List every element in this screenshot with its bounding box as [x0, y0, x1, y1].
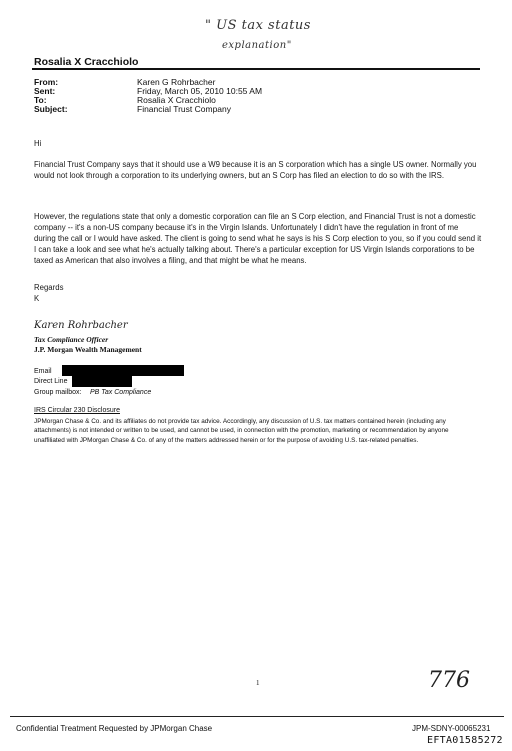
footer-bates-number: JPM-SDNY-00065231 — [412, 724, 491, 733]
disclosure-heading: IRS Circular 230 Disclosure — [34, 407, 120, 414]
email-greeting: Hi — [34, 139, 42, 148]
footer-confidential: Confidential Treatment Requested by JPMorgan Chase — [16, 724, 213, 733]
email-paragraph-1: Financial Trust Company says that it should use a W9 because it is an S corporation which has a single US owner. Normally you would not look through a corporation to its underlying owners, but an S Corp has filed an election to do so with the IRS. — [34, 160, 477, 180]
footer-efta-number: EFTA01585272 — [427, 735, 503, 746]
direct-line-label: Direct Line — [34, 378, 68, 385]
group-mailbox-label: Group mailbox: — [34, 389, 82, 396]
signature-title: Tax Compliance Officer — [34, 335, 109, 344]
email-initial: K — [34, 294, 40, 303]
page-number: 1 — [256, 679, 260, 687]
redaction-bar-email — [62, 365, 184, 376]
signature-name: Karen Rohrbacher — [34, 320, 128, 331]
header-divider — [32, 68, 480, 70]
sent-value: Friday, March 05, 2010 10:55 AM — [137, 86, 263, 96]
handwritten-note-line1: " US tax status — [205, 18, 311, 33]
signature-company: J.P. Morgan Wealth Management — [34, 345, 142, 354]
subject-value: Financial Trust Company — [137, 104, 232, 114]
from-value: Karen G Rohrbacher — [137, 77, 216, 87]
disclosure-text: JPMorgan Chase & Co. and its affiliates do not provide tax advice. Accordingly, any discussion of U.S. tax matters contained herein (including any attachments) is not intended or written to be used, and cannot be used, in connection with the promotion, marketing or recommendation by anyone unaffiliated with JPMorgan Chase & Co. of any of the matters addressed herein or for the purpose of avoiding U.S. tax-related penalties. — [34, 418, 449, 444]
from-label: From: — [34, 77, 59, 87]
email-closing: Regards — [34, 283, 64, 292]
footer-divider — [10, 716, 504, 717]
email-paragraph-2: However, the regulations state that only a domestic corporation can file an S Corp election, and Financial Trust is not a domestic company -- it's a non-US company because it's in the Virgin Islands. Unfortunately I didn't have the regulation in front of me during the call or I would have asked. The client is going to send what he says is his S Corp election to you, so if you could send it I can take a look and see what he's actually talking about. There's a particular exception for US Virgin Islands corporations to be taxed as American that also involves a filing, and that might be what he means. — [34, 212, 482, 265]
handwritten-note-line2: explanation" — [222, 40, 292, 51]
redaction-bar-direct-line — [72, 376, 132, 387]
email-contact-label: Email — [34, 368, 52, 375]
to-label: To: — [34, 95, 47, 105]
group-mailbox-value: PB Tax Compliance — [90, 389, 152, 396]
mailbox-owner-name: Rosalia X Cracchiolo — [34, 56, 139, 68]
handwritten-page-number: 776 — [428, 668, 470, 693]
subject-label: Subject: — [34, 104, 68, 114]
to-value: Rosalia X Cracchiolo — [137, 95, 216, 105]
sent-label: Sent: — [34, 86, 56, 96]
